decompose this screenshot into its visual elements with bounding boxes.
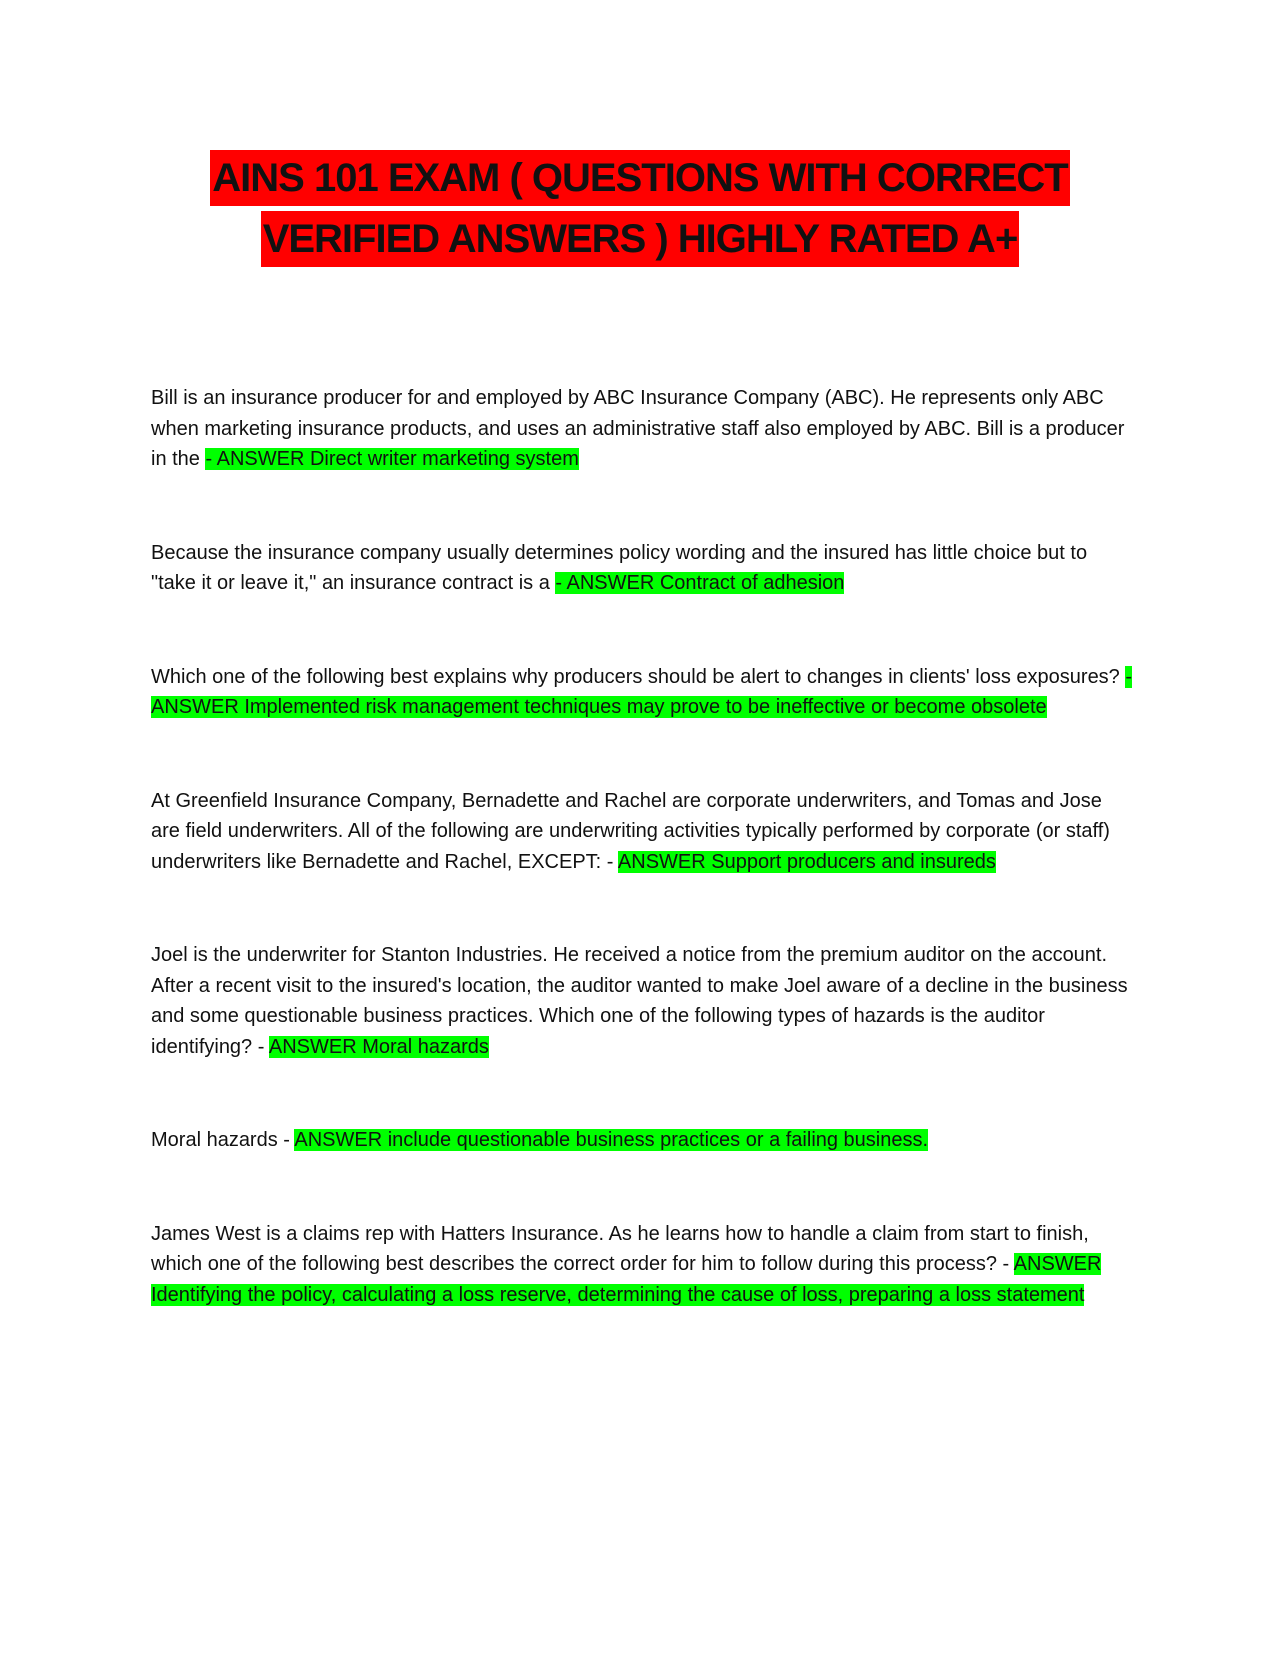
qa-item-3	[151, 662, 1136, 723]
question-text: At Greenfield Insurance Company, Bernadette and Rachel are corporate underwriters, and Tomas and Jose are field underwriters. All of the following are underwriting activities typically performed by corporate (or staff) underwriters like Bernadette and Rachel, EXCEPT: -	[151, 789, 1110, 873]
qa-item-6	[151, 1125, 1136, 1156]
question-text: James West is a claims rep with Hatters Insurance. As he learns how to handle a claim from start to finish, which one of the following best describes the correct order for him to follow during this process? -	[151, 1222, 1089, 1275]
answer-text: ANSWER Support producers and insureds	[617, 850, 996, 873]
title-line-1: AINS 101 EXAM ( QUESTIONS WITH CORRECT	[210, 150, 1069, 206]
answer-text: - ANSWER Implemented risk management techniques may prove to be ineffective or become obsolete	[151, 665, 1133, 718]
qa-item-1	[151, 383, 1136, 475]
answer-text: - ANSWER Contract of adhesion	[555, 572, 845, 594]
qa-item-5	[151, 940, 1136, 1062]
qa-list	[151, 383, 1136, 1310]
qa-item-4	[151, 786, 1136, 878]
answer-text: ANSWER include questionable business practices or a failing business.	[294, 1129, 929, 1151]
question-text: Which one of the following best explains why producers should be alert to changes in clients' loss exposures?	[151, 665, 1126, 688]
title-line-2: VERIFIED ANSWERS ) HIGHLY RATED A+	[261, 211, 1020, 267]
question-text: Bill is an insurance producer for and employed by ABC Insurance Company (ABC). He represents only ABC when marketing insurance products, and uses an administrative staff also employed by ABC. Bill is a producer in the	[151, 387, 1125, 470]
qa-item-7	[151, 1219, 1136, 1311]
question-text: Joel is the underwriter for Stanton Industries. He received a notice from the premium auditor on the account. After a recent visit to the insured's location, the auditor wanted to make Joel aware of a decline in the business and some questionable business practices. Which one of the following types of hazards is the auditor identifying? -	[151, 944, 1128, 1058]
question-text: Because the insurance company usually determines policy wording and the insured has little choice but to "take it or leave it," an insurance contract is a	[151, 541, 1088, 594]
question-text: Moral hazards -	[151, 1129, 295, 1151]
qa-item-2	[151, 538, 1136, 599]
answer-text: ANSWER Identifying the policy, calculating a loss reserve, determining the cause of loss, preparing a loss statement	[151, 1253, 1102, 1306]
answer-text: - ANSWER Direct writer marketing system	[205, 448, 579, 470]
document-title	[150, 150, 1130, 272]
answer-text: ANSWER Moral hazards	[268, 1035, 489, 1058]
